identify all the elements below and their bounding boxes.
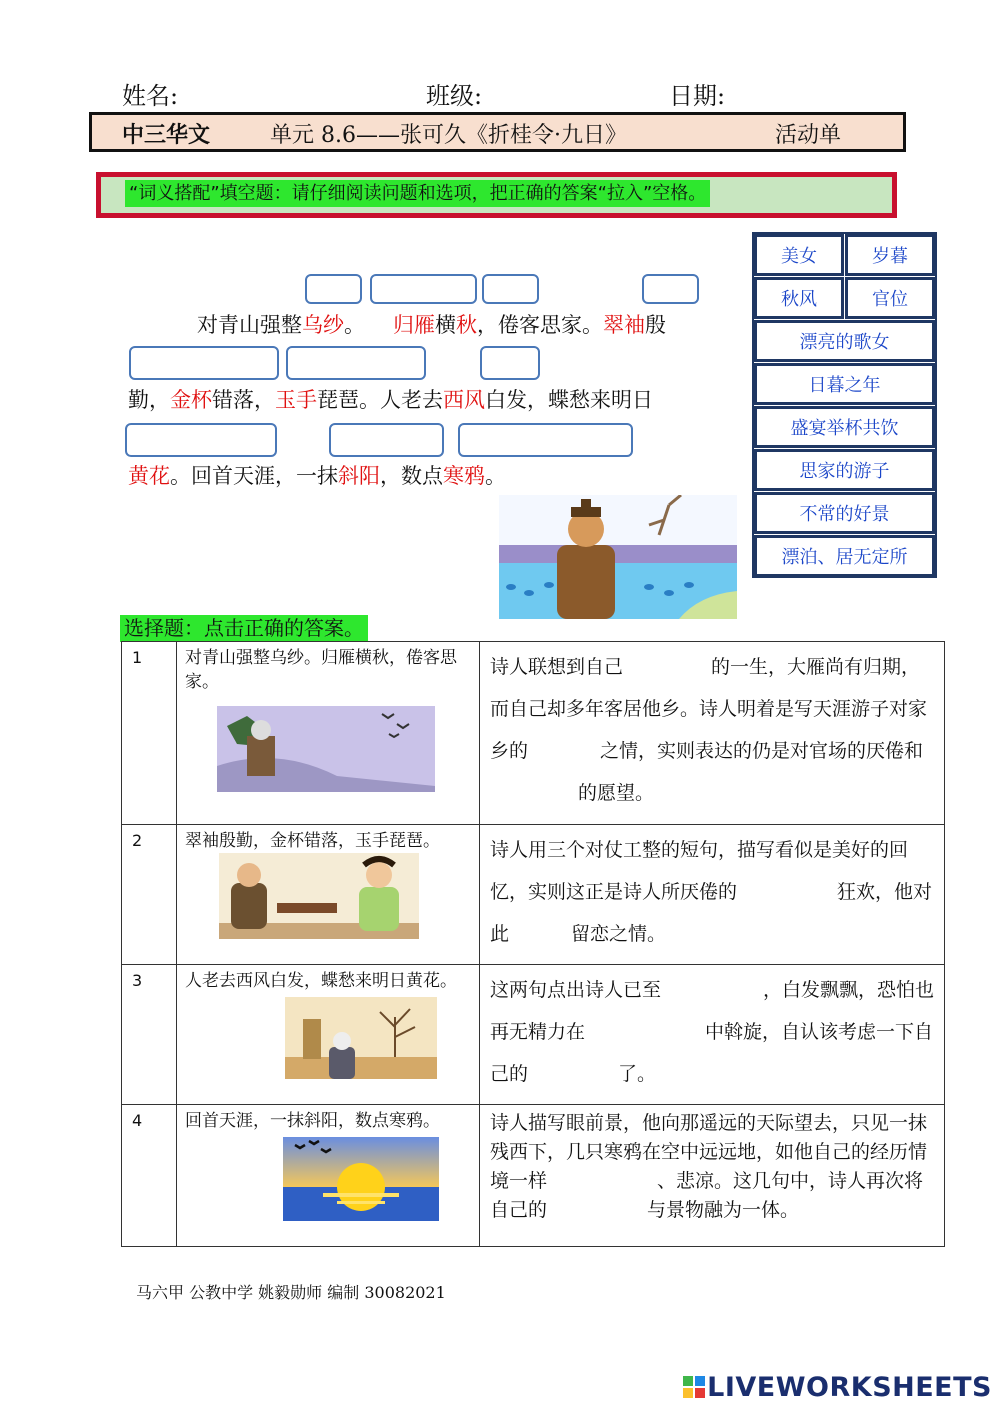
liveworksheets-logo-icon	[683, 1376, 705, 1398]
explanation-cell: 诗人联想到自己 的一生，大雁尚有归期，而自己却多年客居他乡。诗人明着是写天涯游子对家乡的 之情，实则表达的仍是对官场的厌倦和的愿望。	[480, 642, 945, 825]
course-label: 中三华文	[122, 122, 211, 148]
verse-text: 人老去西风白发，蝶愁来明日黄花。	[185, 971, 457, 991]
instruction-text: “词义搭配”填空题：请仔细阅读问题和选项，把正确的答案“拉入”空格。	[125, 180, 710, 207]
choice-table	[121, 641, 945, 1247]
verse-cell	[177, 1105, 480, 1247]
page-title: 单元 8.6——张可久《折桂令·九日》	[270, 123, 627, 148]
drop-blank-9[interactable]	[329, 423, 444, 457]
poem-line-3: 黄花。回首天涯，一抹斜阳，数点寒鸦。	[128, 464, 506, 488]
footer-credit: 马六甲 公教中学 姚毅勋师 编制 30082021	[136, 1283, 446, 1302]
drop-blank-2[interactable]	[370, 274, 477, 304]
explanation-cell: 这两句点出诗人已至 ，白发飘飘，恐怕也再无精力在 中斡旋，自认该考虑一下自己的 了。	[480, 965, 945, 1105]
row-number: 3	[122, 965, 177, 1105]
poet-and-geese-illustration	[217, 706, 435, 792]
table-row	[122, 642, 945, 825]
option-tile[interactable]: 思家的游子	[754, 449, 935, 491]
liveworksheets-brand: LIVEWORKSHEETS	[683, 1372, 992, 1403]
drop-blank-6[interactable]	[286, 346, 426, 380]
sunset-crows-illustration	[283, 1137, 439, 1221]
table-row	[122, 825, 945, 965]
verse-cell	[177, 642, 480, 825]
poem-line-2: 勤，金杯错落，玉手琵琶。人老去西风白发，蝶愁来明日	[128, 388, 653, 412]
explanation-cell: 诗人描写眼前景，他向那遥远的天际望去，只见一抹残西下，几只寒鸦在空中远远地，如他自己的经历情境一样 、悲凉。这几句中，诗人再次将自己的 与景物融为一体。	[480, 1105, 945, 1247]
table-row	[122, 1105, 945, 1247]
choice-section-heading: 选择题：点击正确的答案。	[120, 615, 368, 642]
verse-cell	[177, 825, 480, 965]
name-label: 姓名:	[122, 82, 179, 110]
option-tile[interactable]: 日暮之年	[754, 363, 935, 405]
option-tile[interactable]: 漂亮的歌女	[754, 320, 935, 362]
drop-blank-1[interactable]	[305, 274, 362, 304]
option-tile[interactable]: 官位	[845, 277, 935, 319]
row-number: 1	[122, 642, 177, 825]
drop-blank-5[interactable]	[129, 346, 279, 380]
poet-looking-at-river-illustration	[499, 495, 737, 619]
option-tile[interactable]: 岁暮	[845, 234, 935, 276]
row-number: 2	[122, 825, 177, 965]
drop-blank-4[interactable]	[642, 274, 699, 304]
drop-blank-8[interactable]	[125, 423, 277, 457]
explanation-cell: 诗人用三个对仗工整的短句，描写看似是美好的回忆，实则这正是诗人所厌倦的 狂欢，他对此 留恋之情。	[480, 825, 945, 965]
old-poet-autumn-illustration	[285, 997, 437, 1079]
date-label: 日期:	[669, 82, 726, 110]
verse-text: 翠袖殷勤，金杯错落，玉手琵琶。	[185, 831, 440, 851]
verse-cell	[177, 965, 480, 1105]
option-tile[interactable]: 漂泊、居无定所	[754, 535, 935, 577]
banquet-illustration	[219, 853, 419, 939]
option-tile[interactable]: 秋风	[754, 277, 844, 319]
drop-blank-7[interactable]	[480, 346, 540, 380]
drop-blank-3[interactable]	[482, 274, 539, 304]
table-row	[122, 965, 945, 1105]
option-tile[interactable]: 不常的好景	[754, 492, 935, 534]
row-number: 4	[122, 1105, 177, 1247]
verse-text: 回首天涯，一抹斜阳，数点寒鸦。	[185, 1111, 440, 1131]
activity-label: 活动单	[775, 123, 842, 148]
class-label: 班级:	[426, 82, 483, 110]
verse-text: 对青山强整乌纱。归雁横秋，倦客思家。	[185, 648, 457, 692]
drop-blank-10[interactable]	[458, 423, 633, 457]
poem-line-1: 对青山强整乌纱。 归雁横秋，倦客思家。翠袖殷	[197, 313, 666, 337]
option-tile[interactable]: 盛宴举杯共饮	[754, 406, 935, 448]
option-tile[interactable]: 美女	[754, 234, 844, 276]
